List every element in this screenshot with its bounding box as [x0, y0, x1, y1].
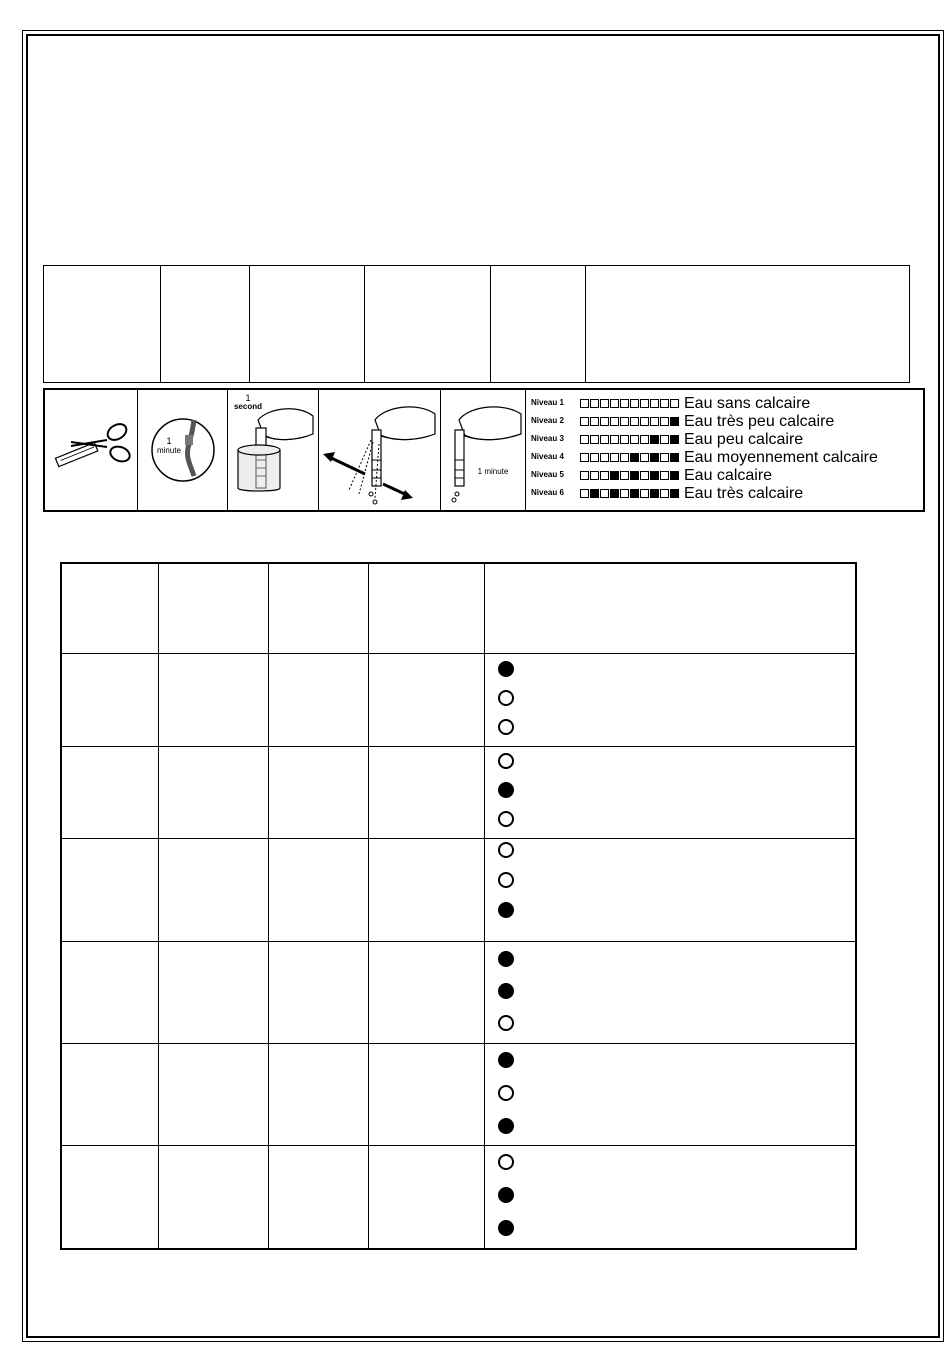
row-divider — [62, 1145, 855, 1146]
filled-circle-icon — [498, 1052, 514, 1068]
scissors-icon — [45, 390, 138, 510]
column-divider — [490, 266, 491, 382]
instruction-strip — [43, 388, 925, 512]
header-table — [43, 265, 910, 383]
level-description: Eau sans calcaire — [684, 395, 811, 412]
empty-square — [590, 417, 599, 426]
empty-circle-icon — [498, 811, 514, 827]
column-divider — [249, 266, 250, 382]
filled-square — [670, 453, 679, 462]
empty-square — [600, 471, 609, 480]
level-label: Niveau 5 — [531, 470, 564, 479]
filled-square — [630, 471, 639, 480]
step-cut-strip — [45, 390, 138, 510]
empty-square — [580, 417, 589, 426]
empty-square — [660, 453, 669, 462]
empty-square — [600, 489, 609, 498]
timer-1-unit: minute — [156, 446, 181, 455]
filled-square — [650, 489, 659, 498]
filled-square — [650, 453, 659, 462]
empty-square — [580, 489, 589, 498]
empty-square — [590, 471, 599, 480]
empty-square — [620, 471, 629, 480]
step-wait — [441, 390, 526, 510]
filled-circle-icon — [498, 1118, 514, 1134]
empty-square — [620, 489, 629, 498]
empty-square — [600, 453, 609, 462]
empty-square — [650, 417, 659, 426]
filled-square — [630, 489, 639, 498]
step-shake — [319, 390, 441, 510]
filled-square — [610, 471, 619, 480]
level-label: Niveau 6 — [531, 488, 564, 497]
empty-square — [630, 417, 639, 426]
empty-square — [620, 453, 629, 462]
filled-square — [630, 453, 639, 462]
level-bar — [580, 399, 680, 408]
empty-circle-icon — [498, 1154, 514, 1170]
empty-circle-icon — [498, 842, 514, 858]
empty-square — [580, 435, 589, 444]
filled-square — [650, 471, 659, 480]
column-divider — [585, 266, 586, 382]
timer-1-number: 1 — [166, 436, 172, 446]
empty-square — [640, 399, 649, 408]
timer-3-label: 1 minute — [477, 467, 509, 476]
step-soak — [138, 390, 228, 510]
hand-hold-strip-icon — [441, 390, 526, 510]
empty-square — [590, 399, 599, 408]
empty-square — [580, 399, 589, 408]
filled-circle-icon — [498, 902, 514, 918]
row-divider — [62, 653, 855, 654]
filled-square — [650, 435, 659, 444]
level-label: Niveau 2 — [531, 416, 564, 425]
empty-square — [600, 399, 609, 408]
empty-square — [600, 435, 609, 444]
empty-square — [620, 435, 629, 444]
empty-square — [640, 435, 649, 444]
filled-square — [670, 471, 679, 480]
empty-circle-icon — [498, 872, 514, 888]
filled-square — [670, 435, 679, 444]
empty-square — [590, 453, 599, 462]
filled-square — [610, 489, 619, 498]
empty-square — [610, 435, 619, 444]
level-description: Eau calcaire — [684, 467, 773, 484]
column-divider — [364, 266, 365, 382]
settings-table — [60, 562, 857, 1250]
level-label: Niveau 4 — [531, 452, 564, 461]
empty-square — [660, 435, 669, 444]
empty-square — [610, 417, 619, 426]
timer-2-unit: second — [233, 402, 262, 411]
column-divider — [160, 266, 161, 382]
empty-circle-icon — [498, 1085, 514, 1101]
level-description: Eau très peu calcaire — [684, 413, 835, 430]
empty-square — [620, 399, 629, 408]
level-label: Niveau 3 — [531, 434, 564, 443]
empty-square — [640, 453, 649, 462]
level-bar — [580, 417, 680, 426]
empty-square — [610, 399, 619, 408]
empty-square — [640, 417, 649, 426]
filled-circle-icon — [498, 661, 514, 677]
level-bar — [580, 471, 680, 480]
empty-square — [640, 471, 649, 480]
empty-square — [660, 399, 669, 408]
empty-square — [590, 435, 599, 444]
filled-circle-icon — [498, 1220, 514, 1236]
timer-2-number: 1 — [245, 393, 251, 403]
empty-circle-icon — [498, 1015, 514, 1031]
hand-shake-strip-icon — [319, 390, 441, 510]
empty-square — [670, 399, 679, 408]
level-bar — [580, 489, 680, 498]
empty-circle-icon — [498, 719, 514, 735]
step-dip — [228, 390, 319, 510]
filled-circle-icon — [498, 782, 514, 798]
row-divider — [62, 838, 855, 839]
level-description: Eau très calcaire — [684, 485, 804, 502]
level-bar — [580, 453, 680, 462]
empty-square — [660, 489, 669, 498]
empty-square — [620, 417, 629, 426]
empty-circle-icon — [498, 690, 514, 706]
empty-square — [610, 453, 619, 462]
empty-square — [580, 453, 589, 462]
row-divider — [62, 941, 855, 942]
filled-square — [670, 489, 679, 498]
empty-square — [630, 399, 639, 408]
empty-square — [660, 471, 669, 480]
filled-circle-icon — [498, 983, 514, 999]
empty-square — [640, 489, 649, 498]
empty-square — [600, 417, 609, 426]
filled-circle-icon — [498, 951, 514, 967]
row-divider — [62, 746, 855, 747]
empty-square — [660, 417, 669, 426]
filled-square — [590, 489, 599, 498]
empty-square — [650, 399, 659, 408]
empty-square — [630, 435, 639, 444]
filled-square — [670, 417, 679, 426]
level-bar — [580, 435, 680, 444]
level-label: Niveau 1 — [531, 398, 564, 407]
level-description: Eau peu calcaire — [684, 431, 804, 448]
filled-circle-icon — [498, 1187, 514, 1203]
empty-square — [580, 471, 589, 480]
row-divider — [62, 1043, 855, 1044]
empty-circle-icon — [498, 753, 514, 769]
level-description: Eau moyennement calcaire — [684, 449, 878, 466]
